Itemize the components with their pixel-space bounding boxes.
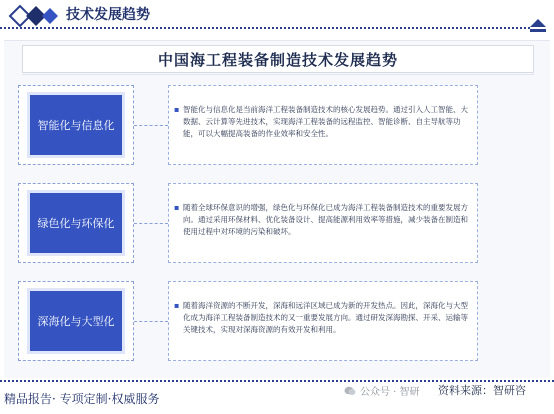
trend-row <box>4 81 550 173</box>
wechat-watermark <box>344 383 420 398</box>
panel-title-box <box>22 45 534 73</box>
trend-description-box <box>168 281 478 361</box>
ship-icon <box>528 18 548 36</box>
trend-label-box <box>30 95 122 155</box>
trend-label: 绿色化与环保化 <box>37 217 115 230</box>
trend-label-box <box>30 291 122 351</box>
footer-tagline: 精品报告· 专项定制·权威服务 <box>4 392 160 406</box>
connector-line <box>134 223 168 224</box>
trend-description-box <box>168 183 478 263</box>
trend-panel <box>4 40 550 378</box>
company-logo <box>8 4 60 28</box>
trend-description: ▪ 随着海洋资源的不断开发，深海和远洋区域已成为新的开发热点。因此，深海化与大型化成为海洋工程装备制造技术的又一重要发展方向。通过研发深海勘探、开采、运输等关键技术，实现对深海资源的有效开发和利用。 <box>183 300 473 336</box>
page-title: 技术发展趋势 <box>66 7 150 23</box>
trend-description: ▪ 随着全球环保意识的增强，绿色化与环保化已成为海洋工程装备制造技术的重要发展方向。通过采用环保材料、优化装备设计、提高能源利用效率等措施，减少装备在制造和使用过程中对环境的污染和破坏。 <box>183 202 473 238</box>
trend-description-box <box>168 85 478 165</box>
trend-description: ▪ 智能化与信息化是当前海洋工程装备制造技术的核心发展趋势。通过引入人工智能、大数据、云计算等先进技术，实现海洋工程装备的远程监控、智能诊断、自主导航等功能，可以大幅提高装备的作业效率和安全性。 <box>183 104 473 140</box>
source-note: 资料来源：智研咨 <box>438 384 526 397</box>
wechat-icon <box>344 386 356 396</box>
connector-line <box>134 125 168 126</box>
header-divider <box>0 27 530 29</box>
panel-title: 中国海工程装备制造技术发展趋势 <box>157 50 398 69</box>
connector-line <box>134 321 168 322</box>
trend-label: 智能化与信息化 <box>37 119 115 132</box>
trend-row <box>4 277 550 369</box>
wechat-account: 公众号 · 智研 <box>360 387 420 398</box>
trend-label-box <box>30 193 122 253</box>
panel-divider <box>22 74 534 75</box>
trend-row <box>4 179 550 271</box>
trend-label: 深海化与大型化 <box>37 315 115 328</box>
